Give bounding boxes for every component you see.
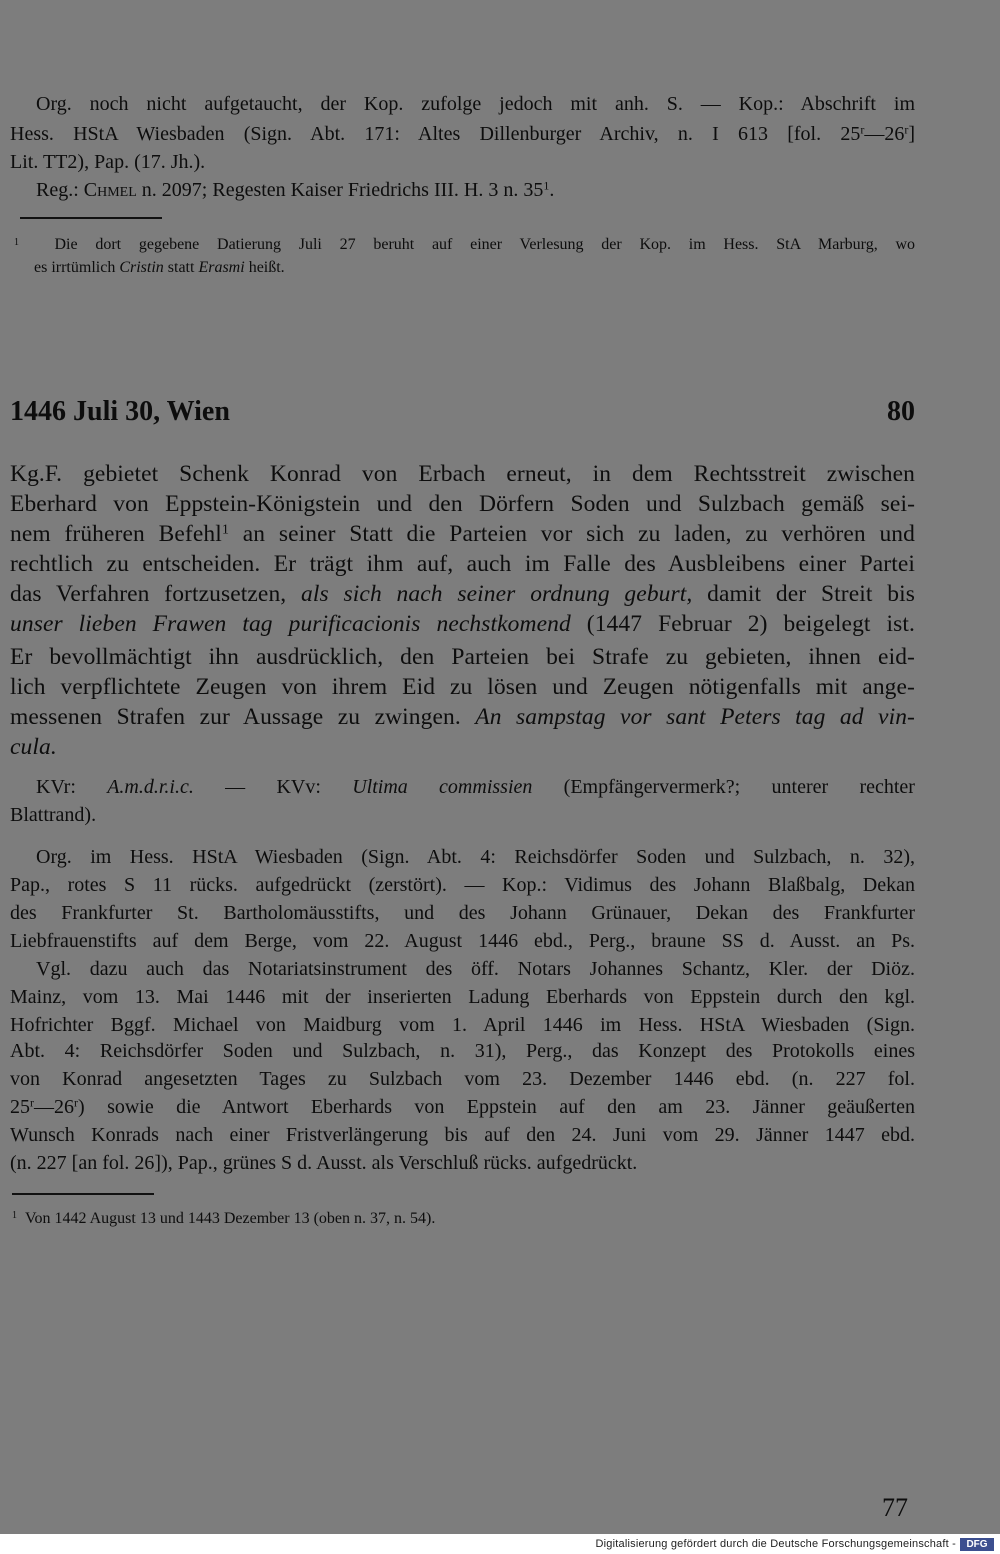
- tradition-line: Pap., rotes S 11 rücks. aufgedrückt (zerstört). — Kop.: Vidimus des Johann Blaßbalg, Dekan: [10, 874, 915, 896]
- tradition-line: Vgl. dazu auch das Notariatsinstrument des öff. Notars Johannes Schantz, Kler. der Diöz.: [36, 958, 915, 980]
- regest-line: das Verfahren fortzusetzen, als sich nach seiner ordnung geburt, damit der Streit bis: [10, 581, 915, 607]
- chancery-line: Blattrand).: [10, 804, 97, 826]
- page-number: 77: [882, 1493, 908, 1522]
- tradition-line: von Konrad angesetzten Tages zu Sulzbach vom 23. Dezember 1446 ebd. (n. 227 fol.: [10, 1068, 915, 1090]
- footnote-rule: [12, 1193, 154, 1195]
- regest-line: rechtlich zu entscheiden. Er trägt ihm auf, auch im Falle des Ausbleibens einer Partei: [10, 551, 915, 577]
- heading-title: 1446 Juli 30, Wien: [10, 396, 230, 427]
- tradition-line: (n. 227 [an fol. 26]), Pap., grünes S d. Ausst. als Verschluß rücks. aufgedrückt.: [10, 1152, 638, 1174]
- regest-line: cula.: [10, 734, 57, 760]
- top-note-line: Hess. HStA Wiesbaden (Sign. Abt. 171: Altes Dillenburger Archiv, n. I 613 [fol. 25$^r$—26$^r$]: [10, 122, 915, 145]
- footnote-line: $^1$ Die dort gegebene Datierung Juli 27 beruht auf einer Verlesung der Kop. im Hess. StA Marburg, wo: [14, 236, 916, 253]
- regest-line: nem früheren Befehl$^1$ an seiner Statt die Parteien vor sich zu laden, zu verhören und: [10, 521, 915, 547]
- regest-line: Er bevollmächtigt ihn ausdrücklich, den Parteien bei Strafe zu gebieten, ihnen eid-: [10, 644, 915, 670]
- regest-line: lich verpflichtete Zeugen von ihrem Eid zu lösen und Zeugen nötigenfalls mit ange-: [10, 674, 915, 700]
- regest-line: unser lieben Frawen tag purificacionis nechstkomend (1447 Februar 2) beigelegt ist.: [10, 611, 915, 637]
- regest-line: messenen Strafen zur Aussage zu zwingen. An sampstag vor sant Peters tag ad vin-: [10, 704, 915, 730]
- top-note-line: Lit. TT2), Pap. (17. Jh.).: [10, 151, 206, 173]
- regest-line: Kg.F. gebietet Schenk Konrad von Erbach erneut, in dem Rechtsstreit zwischen: [10, 461, 915, 487]
- tradition-line: Mainz, vom 13. Mai 1446 mit der inserierten Ladung Eberhards von Eppstein durch den kgl.: [10, 986, 915, 1008]
- footnote-rule: [20, 217, 162, 219]
- document-number: 80: [887, 396, 915, 427]
- regest-line: Eberhard von Eppstein-Königstein und den Dörfern Soden und Sulzbach gemäß sei-: [10, 491, 915, 517]
- funding-credit-text: Digitalisierung gefördert durch die Deutsche Forschungsgemeinschaft -: [595, 1538, 956, 1550]
- tradition-line: 25$^r$—26$^r$) sowie die Antwort Eberhards von Eppstein auf den am 23. Jänner geäußerten: [10, 1095, 915, 1118]
- tradition-line: Liebfrauenstifts auf dem Berge, vom 22. August 1446 ebd., Perg., braune SS d. Ausst. an Ps.: [10, 930, 915, 952]
- tradition-line: Org. im Hess. HStA Wiesbaden (Sign. Abt. 4: Reichsdörfer Soden und Sulzbach, n. 32),: [36, 846, 915, 868]
- tradition-line: Abt. 4: Reichsdörfer Soden und Sulzbach, n. 31), Perg., das Konzept des Protokolls eines: [10, 1040, 915, 1062]
- footnote-line: $^1$ Von 1442 August 13 und 1443 Dezember 13 (oben n. 37, n. 54).: [12, 1210, 436, 1227]
- tradition-line: Hofrichter Bggf. Michael von Maidburg vom 1. April 1446 im Hess. HStA Wiesbaden (Sign.: [10, 1014, 915, 1036]
- tradition-line: des Frankfurter St. Bartholomäusstifts, und des Johann Grünauer, Dekan des Frankfurter: [10, 902, 915, 924]
- funding-credit-bar: [0, 1534, 1000, 1554]
- dfg-logo: DFG: [960, 1538, 994, 1551]
- document-heading: [10, 398, 915, 426]
- top-note-line: Org. noch nicht aufgetaucht, der Kop. zufolge jedoch mit anh. S. — Kop.: Abschrift im: [36, 93, 915, 115]
- top-note-line: Reg.: Chmel n. 2097; Regesten Kaiser Friedrichs III. H. 3 n. $35^1$.: [36, 178, 555, 201]
- footnote-line: es irrtümlich Cristin statt Erasmi heißt.: [34, 259, 285, 276]
- tradition-line: Wunsch Konrads nach einer Fristverlängerung bis auf den 24. Juni vom 29. Jänner 1447 ebd.: [10, 1124, 915, 1146]
- chancery-line: KVr: A.m.d.r.i.c. — KVv: Ultima commissien (Empfängervermerk?; unterer rechter: [36, 776, 915, 798]
